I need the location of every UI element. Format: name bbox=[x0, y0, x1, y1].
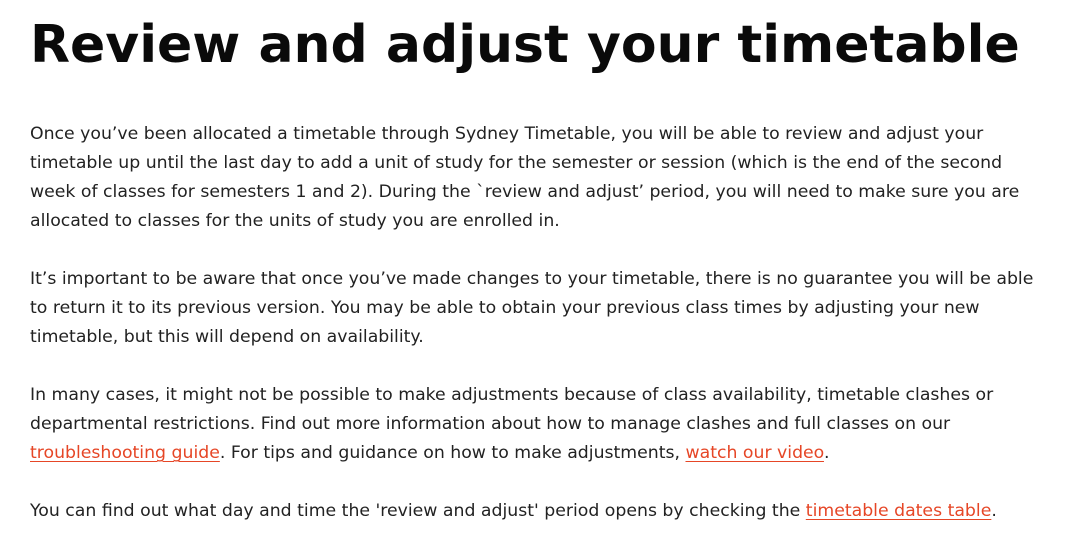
paragraph-text: In many cases, it might not be possible to make adjustments because of class availability, timetable clashes or departmental restrictions. Find out more information about how to manage clashes and full classes on our bbox=[30, 385, 994, 434]
watch-video-link[interactable]: watch our video bbox=[685, 443, 824, 463]
paragraph-adjustment-limits bbox=[30, 381, 1044, 468]
timetable-dates-table-link[interactable]: timetable dates table bbox=[805, 501, 992, 521]
paragraph-text: You can find out what day and time the 'review and adjust' period opens by checking the bbox=[30, 501, 806, 521]
paragraph-changes-warning: It’s important to be aware that once you’ve made changes to your timetable, there is no guarantee you will be able to return it to its previous version. You may be able to obtain your previous class times by adjusting your new timetable, but this will depend on availability. bbox=[30, 269, 1034, 347]
content-body bbox=[30, 120, 1044, 526]
paragraph-period-opens bbox=[30, 497, 1044, 526]
paragraph-text: . For tips and guidance on how to make adjustments, bbox=[219, 443, 686, 463]
paragraph-allocation: Once you’ve been allocated a timetable through Sydney Timetable, you will be able to review and adjust your timetable up until the last day to add a unit of study for the semester or session (which is the end of the second week of classes for semesters 1 and 2). During the `review and adjust’ period, you will need to make sure you are allocated to classes for the units of study you are enrolled in. bbox=[30, 124, 1020, 231]
paragraph-text: . bbox=[823, 443, 830, 463]
page-title: Review and adjust your timetable bbox=[30, 15, 1020, 75]
paragraph-text: . bbox=[991, 501, 997, 521]
troubleshooting-guide-link[interactable]: troubleshooting guide bbox=[30, 443, 220, 463]
